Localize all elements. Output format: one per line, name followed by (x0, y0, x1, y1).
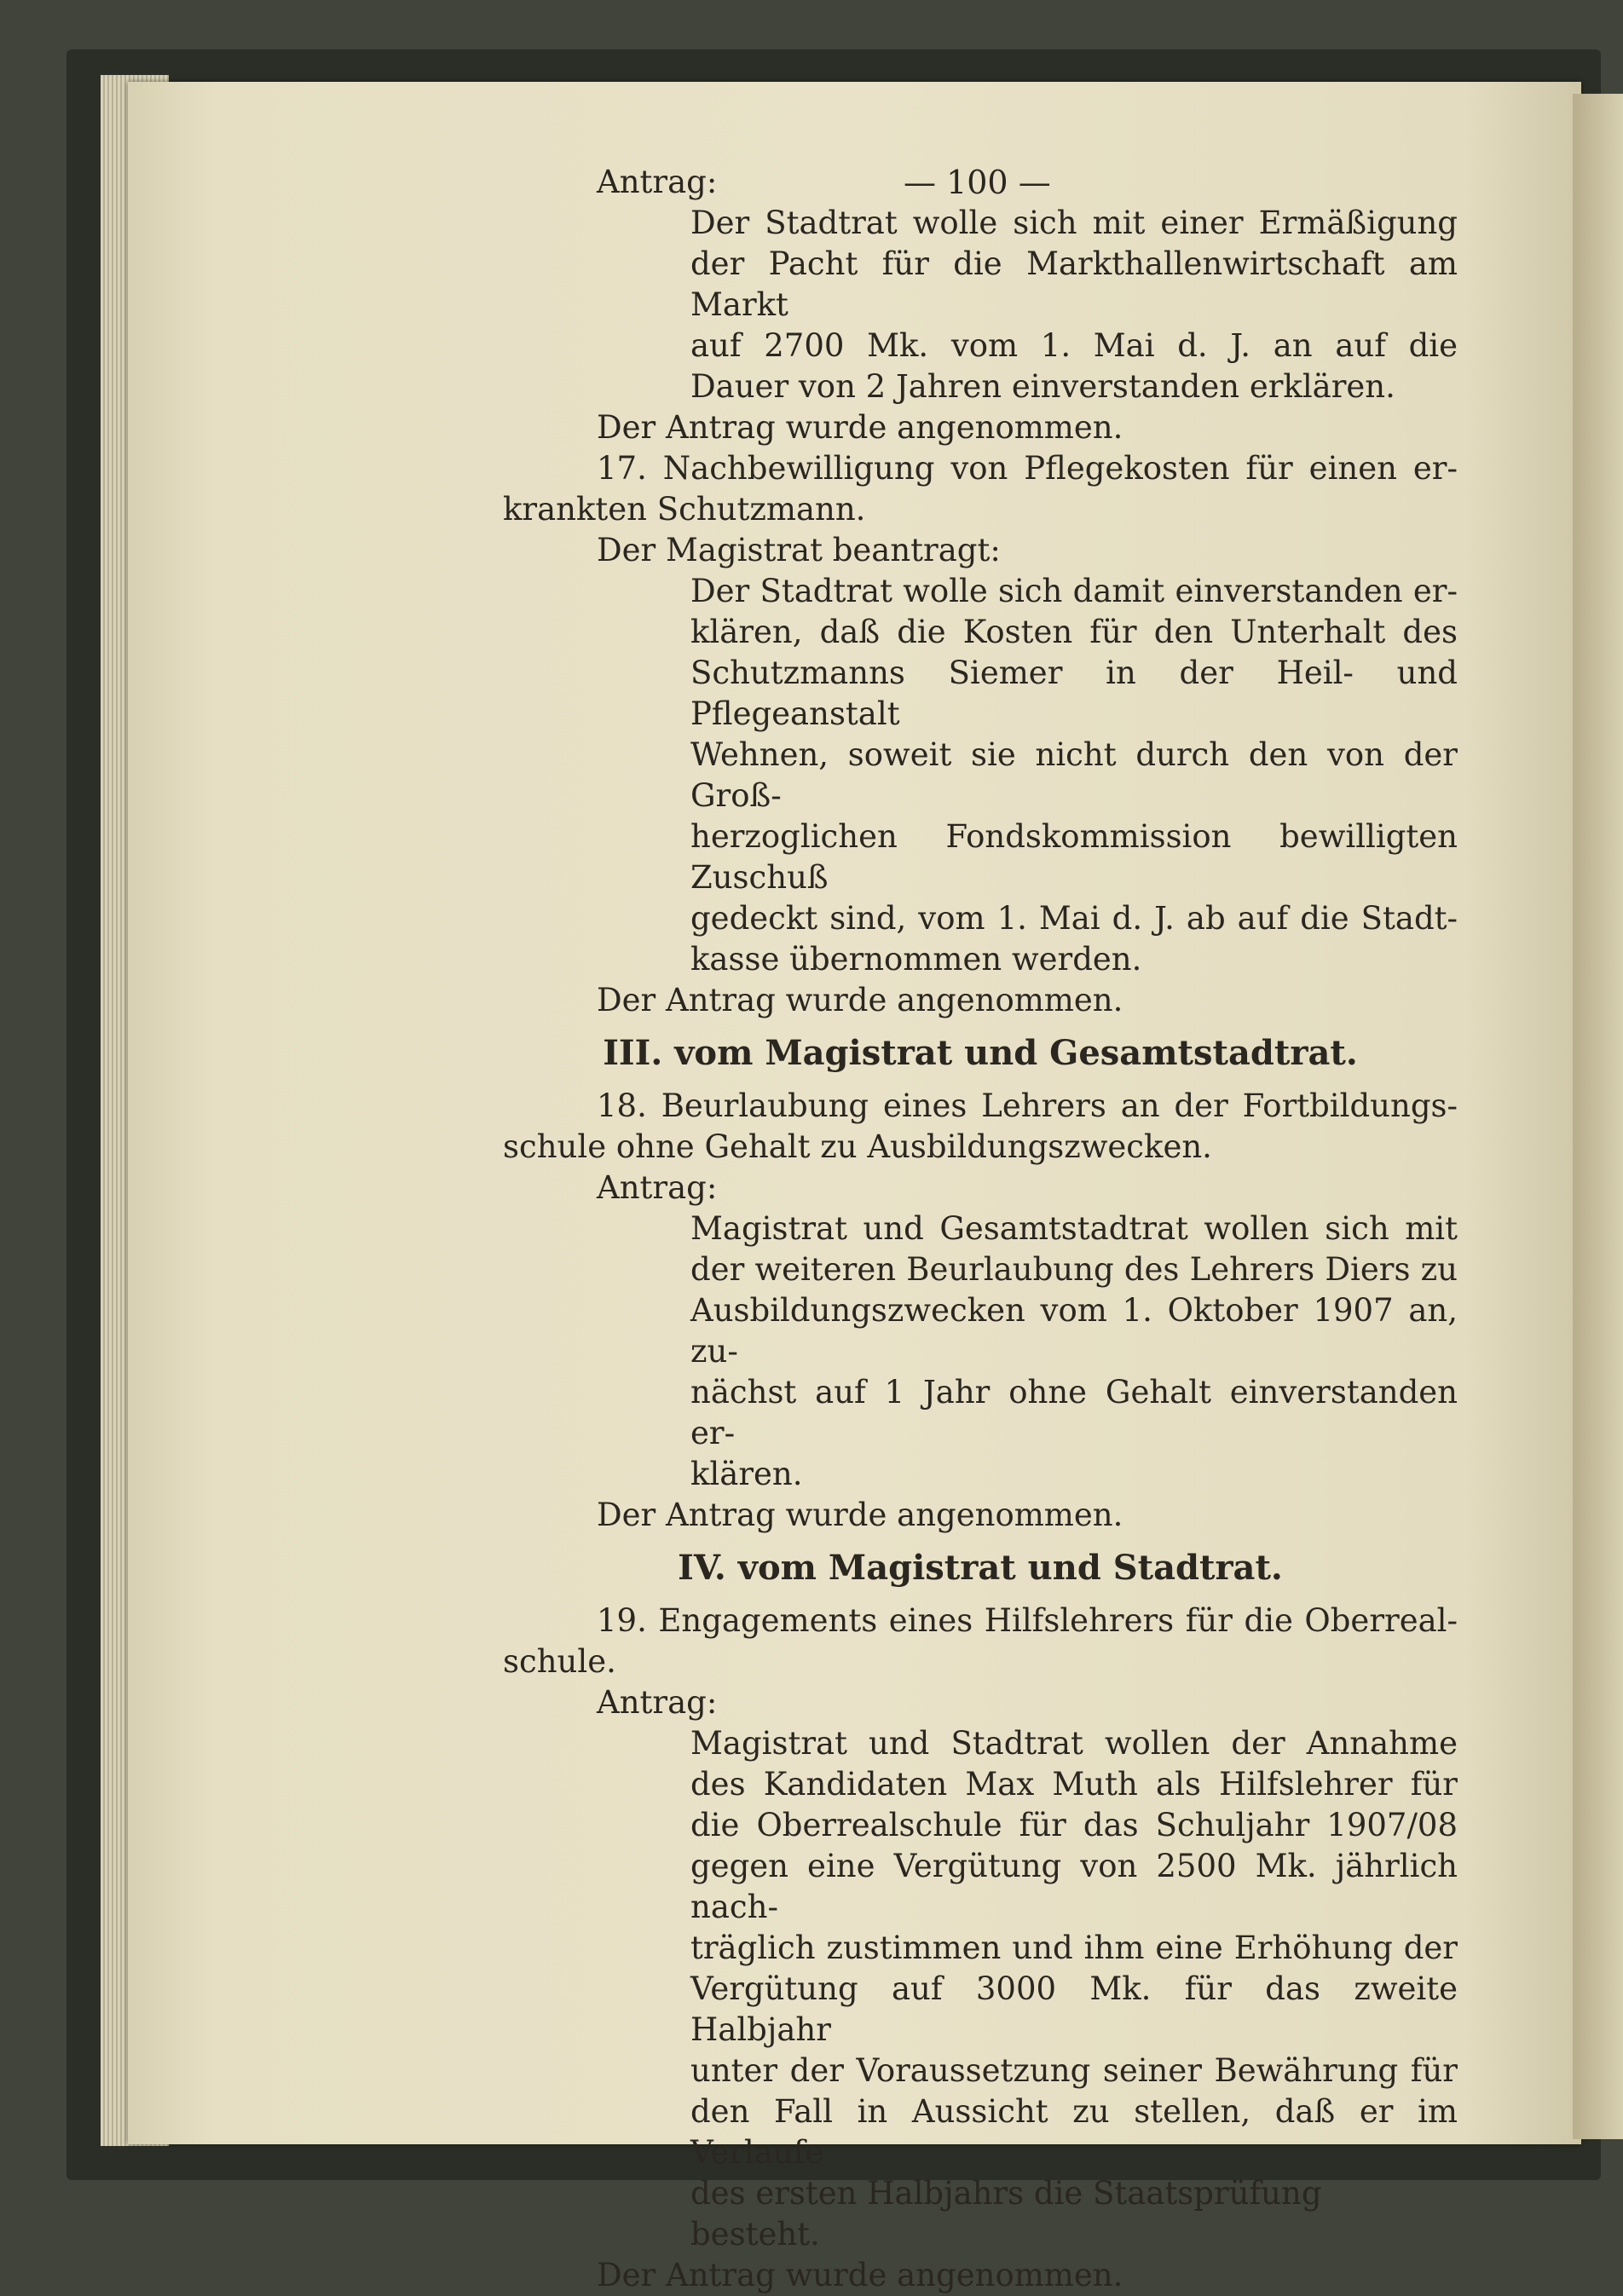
motion-line: Wehnen, soweit sie nicht durch den von der Groß- (690, 736, 1458, 814)
section-heading: IV. vom Magistrat und Stadtrat. (678, 1548, 1283, 1588)
motion-line: die Oberrealschule für das Schuljahr 1907/08 (690, 1807, 1458, 1843)
motion-line: Magistrat und Stadtrat wollen der Annahme (690, 1725, 1458, 1762)
item-line: schule ohne Gehalt zu Ausbildungszwecken. (503, 1128, 1212, 1165)
motion-line: des Kandidaten Max Muth als Hilfslehrer für (690, 1766, 1458, 1803)
motion-line: herzoglichen Fondskommission bewilligten Zuschuß (690, 818, 1458, 896)
motion-line: Ausbildungszwecken vom 1. Oktober 1907 an, zu- (690, 1292, 1458, 1370)
motion-line: kasse übernommen werden. (690, 941, 1142, 978)
motion-line: gegen eine Vergütung von 2500 Mk. jährlich nach- (690, 1848, 1458, 1925)
text-line: Der Antrag wurde angenommen. (597, 409, 1123, 446)
motion-line: klären, daß die Kosten für den Unterhalt des (690, 614, 1458, 650)
motion-line: unter der Voraussetzung seiner Bewährung für (690, 2052, 1458, 2089)
motion-line: der weiteren Beurlaubung des Lehrers Diers zu (690, 1251, 1458, 1288)
item-line: schule. (503, 1643, 616, 1680)
item-line: 17. Nachbewilligung von Pflegekosten für einen er- (597, 450, 1458, 487)
text-line: Der Antrag wurde angenommen. (597, 1497, 1123, 1533)
motion-line: des ersten Halbjahrs die Staatsprüfung besteht. (690, 2175, 1322, 2253)
motion-line: nächst auf 1 Jahr ohne Gehalt einverstanden er- (690, 1374, 1458, 1451)
page-text (503, 162, 1458, 2296)
section-heading: III. vom Magistrat und Gesamtstadtrat. (603, 1033, 1358, 1073)
facing-page-edge (1573, 94, 1623, 2139)
item-line: 18. Beurlaubung eines Lehrers an der Fortbildungs- (597, 1087, 1458, 1124)
text-line: Der Antrag wurde angenommen. (597, 982, 1123, 1018)
text-line: Der Magistrat beantragt: (597, 532, 1001, 568)
motion-line: gedeckt sind, vom 1. Mai d. J. ab auf die Stadt- (690, 900, 1458, 937)
motion-line: Der Stadtrat wolle sich damit einverstanden er- (690, 573, 1458, 609)
item-line: 19. Engagements eines Hilfslehrers für die Oberreal- (597, 1602, 1458, 1639)
motion-line: Vergütung auf 3000 Mk. für das zweite Halbjahr (690, 1970, 1458, 2048)
motion-line: der Pacht für die Markthallenwirtschaft am Markt (690, 245, 1458, 323)
motion-line: den Fall in Aussicht zu stellen, daß er im Verlaufe (690, 2093, 1458, 2171)
motion-line: Schutzmanns Siemer in der Heil- und Pflegeanstalt (690, 655, 1458, 732)
text-line: Antrag: (597, 164, 718, 200)
motion-line: träglich zustimmen und ihm eine Erhöhung der (690, 1930, 1458, 1966)
text-line: Antrag: (597, 1169, 718, 1206)
motion-line: Der Stadtrat wolle sich mit einer Ermäßigung (690, 205, 1458, 241)
motion-line: klären. (690, 1456, 803, 1492)
text-line: Der Antrag wurde angenommen. (597, 2257, 1123, 2293)
motion-line: auf 2700 Mk. vom 1. Mai d. J. an auf die (690, 327, 1458, 364)
item-line: krankten Schutzmann. (503, 491, 866, 528)
page-number: — 100 — (904, 164, 1051, 201)
text-line: Antrag: (597, 1684, 718, 1721)
motion-line: Dauer von 2 Jahren einverstanden erklären. (690, 368, 1395, 405)
motion-line: Magistrat und Gesamtstadtrat wollen sich mit (690, 1210, 1458, 1247)
